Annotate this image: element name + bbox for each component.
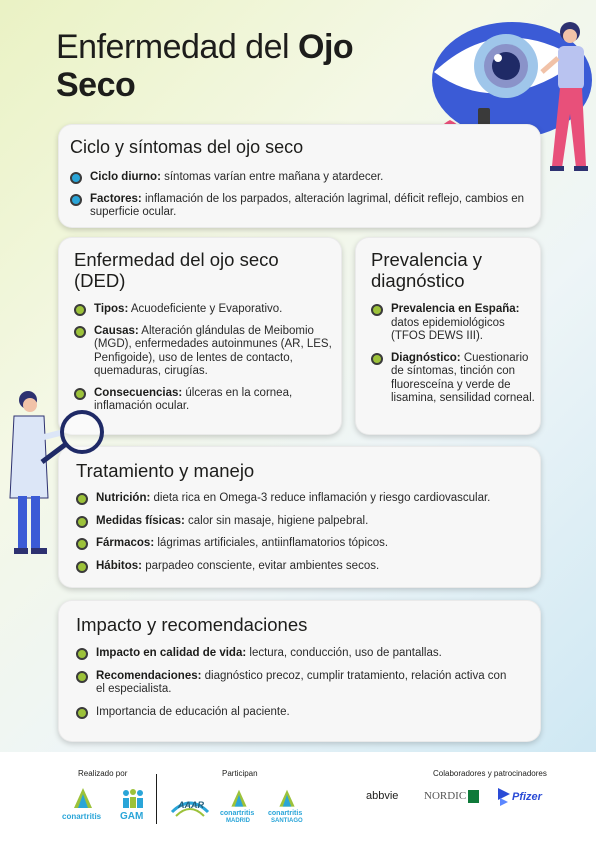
title-regular: Enfermedad del — [56, 28, 298, 66]
bullet-icon — [76, 671, 88, 683]
gam-logo-icon — [120, 788, 146, 810]
colaboradores-label: Colaboradores y patrocinadores — [433, 769, 547, 778]
bullet-icon — [76, 707, 88, 719]
impacto-heading: Impacto y recomendaciones — [76, 614, 308, 635]
page-title — [56, 28, 416, 104]
aaar-logo: AAAR — [178, 800, 204, 810]
bullet-icon — [70, 194, 82, 206]
footer — [0, 752, 596, 842]
santiago-label: SANTIAGO — [271, 818, 303, 824]
bullet-icon — [70, 172, 82, 184]
list-item: Recomendaciones: diagnóstico precoz, cumplir tratamiento, relación activa con el especialista. — [76, 670, 516, 697]
list-item: Prevalencia en España: datos epidemiológicos (TFOS DEWS III). — [371, 303, 535, 344]
list-item: Diagnóstico: Cuestionario de síntomas, tinción con fluoresceína y verde de lisamina, sensilidad corneal. — [371, 352, 535, 406]
conartritis-santiago-logo-icon — [276, 788, 298, 810]
conartritis-madrid-logo: conartritis — [220, 810, 255, 817]
list-item: Fármacos: lágrimas artificiales, antiinflamatorios tópicos. — [76, 537, 532, 551]
ciclo-card — [58, 124, 541, 228]
bullet-icon — [76, 648, 88, 660]
tratamiento-heading: Tratamiento y manejo — [76, 460, 255, 481]
ciclo-heading: Ciclo y síntomas del ojo seco — [70, 137, 304, 157]
prevalencia-heading: Prevalencia y diagnóstico — [371, 249, 483, 291]
list-item: Nutrición: dieta rica en Omega-3 reduce inflamación y riesgo cardiovascular. — [76, 492, 532, 506]
doctor-illustration — [0, 388, 112, 560]
title-bold-seco: Seco — [56, 66, 136, 104]
list-item: Ciclo diurno: síntomas varían entre mañana y atardecer. — [70, 171, 532, 185]
participan-label: Participan — [222, 769, 258, 778]
list-item: Factores: inflamación de los parpados, alteración lagrimal, déficit reflejo, cambios en superficie ocular. — [70, 193, 532, 220]
nordic-logo-square — [468, 790, 479, 803]
list-item: Consecuencias: úlceras en la cornea, inflamación ocular. — [74, 387, 332, 414]
madrid-label: MADRID — [226, 818, 250, 824]
realizado-label: Realizado por — [78, 769, 128, 778]
tratamiento-card — [58, 446, 541, 588]
list-item: Tipos: Acuodeficiente y Evaporativo. — [74, 303, 332, 317]
prevalencia-card — [355, 237, 541, 435]
pfizer-logo: Pfizer — [512, 791, 542, 803]
nordic-logo: NORDIC — [424, 790, 467, 802]
bullet-icon — [76, 561, 88, 573]
bullet-icon — [74, 326, 86, 338]
bullet-icon — [74, 304, 86, 316]
woman-figure — [540, 18, 596, 178]
list-item: Impacto en calidad de vida: lectura, conducción, uso de pantallas. — [76, 647, 516, 661]
list-item: Medidas físicas: calor sin masaje, higiene palpebral. — [76, 515, 532, 529]
conartritis-logo-icon — [70, 786, 96, 812]
conartritis-santiago-logo: conartritis — [268, 810, 303, 817]
ded-heading: Enfermedad del ojo seco (DED) — [74, 249, 279, 291]
bullet-icon — [371, 353, 383, 365]
bullet-icon — [371, 304, 383, 316]
impacto-card — [58, 600, 541, 742]
conartritis-madrid-logo-icon — [228, 788, 250, 810]
abbvie-logo: abbvie — [366, 790, 399, 802]
list-item: Importancia de educación al paciente. — [76, 706, 516, 720]
title-bold-ojo: Ojo — [298, 28, 354, 66]
pfizer-logo-icon — [494, 786, 514, 808]
list-item: Causas: Alteración glándulas de Meibomio (MGD), enfermedades autoinmunes (AR, LES, Penfigoide), uso de lentes de contacto, quemaduras, cirugías. — [74, 325, 332, 379]
footer-divider — [156, 774, 157, 824]
conartritis-logo: conartritis — [62, 812, 102, 821]
list-item: Hábitos: parpadeo consciente, evitar ambientes secos. — [76, 560, 532, 574]
gam-logo: GAM — [120, 811, 144, 822]
